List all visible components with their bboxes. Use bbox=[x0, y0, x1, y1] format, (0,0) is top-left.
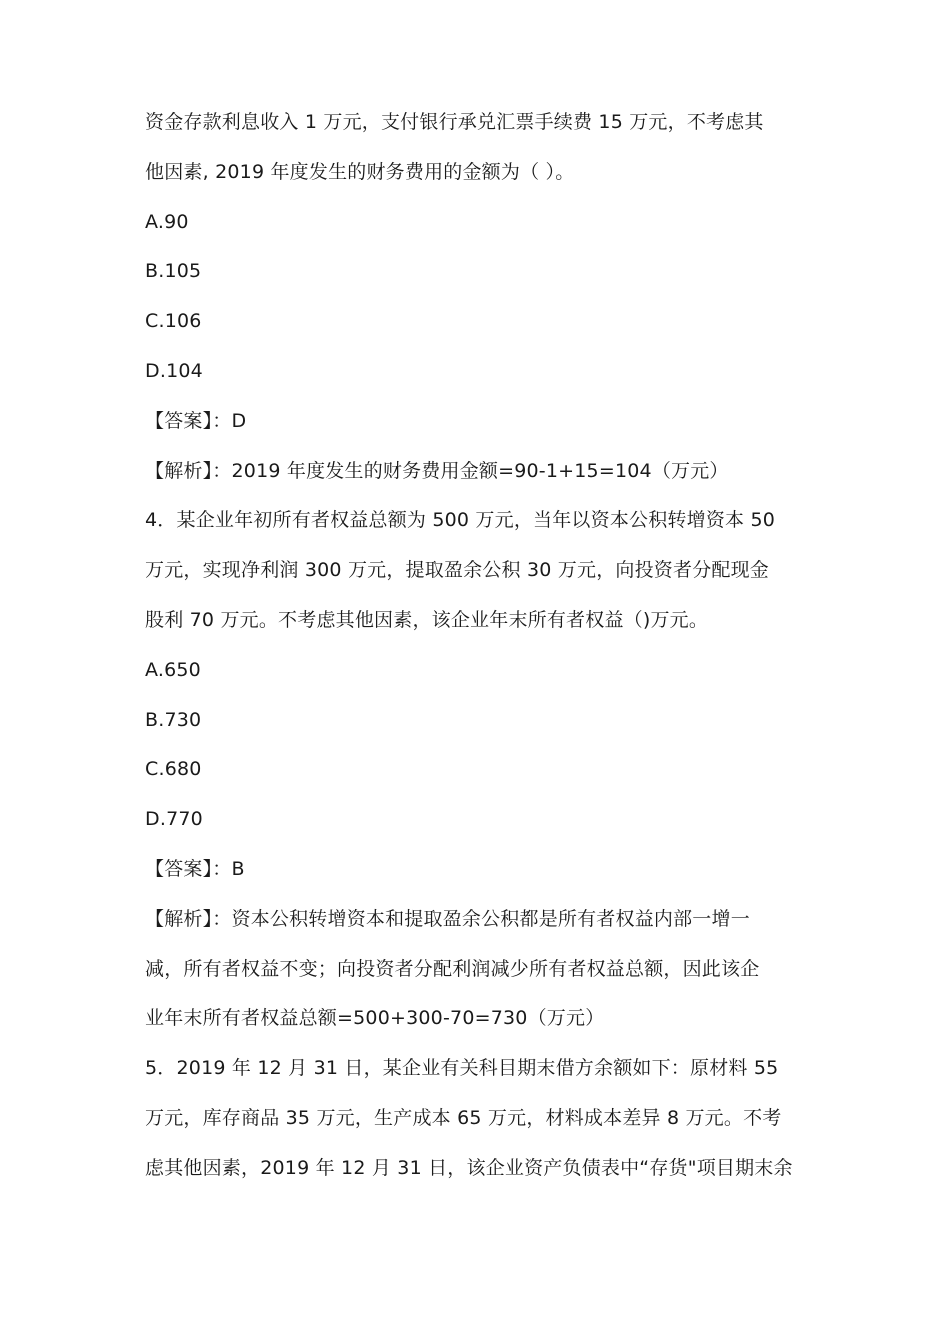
question-text-line: 股利 70 万元。不考虑其他因素，该企业年末所有者权益（)万元。 bbox=[145, 608, 709, 631]
explanation-line: 业年末所有者权益总额=500+300-70=730（万元） bbox=[145, 1007, 605, 1030]
explanation-line: 【解析】：2019 年度发生的财务费用金额=90-1+15=104（万元） bbox=[145, 459, 729, 482]
option-d: D.104 bbox=[145, 359, 203, 382]
document-page bbox=[145, 98, 815, 1194]
option-c: C.680 bbox=[145, 758, 202, 781]
explanation-line: 【解析】：资本公积转增资本和提取盈余公积都是所有者权益内部一增一 bbox=[145, 907, 750, 930]
question-text-line: 5．2019 年 12 月 31 日，某企业有关科目期末借方余额如下：原材料 55 bbox=[145, 1057, 779, 1080]
explanation-line: 减，所有者权益不变；向投资者分配利润减少所有者权益总额，因此该企 bbox=[145, 957, 760, 980]
option-b: B.730 bbox=[145, 708, 202, 731]
answer-line: 【答案】：B bbox=[145, 857, 245, 880]
question-text-line: 虑其他因素，2019 年 12 月 31 日，该企业资产负债表中“存货"项目期末余 bbox=[145, 1156, 793, 1179]
text-line: 资金存款利息收入 1 万元，支付银行承兑汇票手续费 15 万元，不考虑其 bbox=[145, 111, 764, 133]
option-a: A.90 bbox=[145, 210, 189, 233]
answer-line: 【答案】：D bbox=[145, 409, 247, 432]
option-b: B.105 bbox=[145, 260, 202, 283]
question-text-line: 4．某企业年初所有者权益总额为 500 万元，当年以资本公积转增资本 50 bbox=[145, 509, 776, 532]
question-text-line: 万元，实现净利润 300 万元，提取盈余公积 30 万元，向投资者分配现金 bbox=[145, 559, 770, 582]
option-d: D.770 bbox=[145, 808, 203, 831]
question-text-line: 万元，库存商品 35 万元，生产成本 65 万元，材料成本差异 8 万元。不考 bbox=[145, 1106, 782, 1129]
option-c: C.106 bbox=[145, 310, 202, 333]
option-a: A.650 bbox=[145, 658, 201, 681]
text-line: 他因素, 2019 年度发生的财务费用的金额为（ ）。 bbox=[145, 160, 575, 183]
